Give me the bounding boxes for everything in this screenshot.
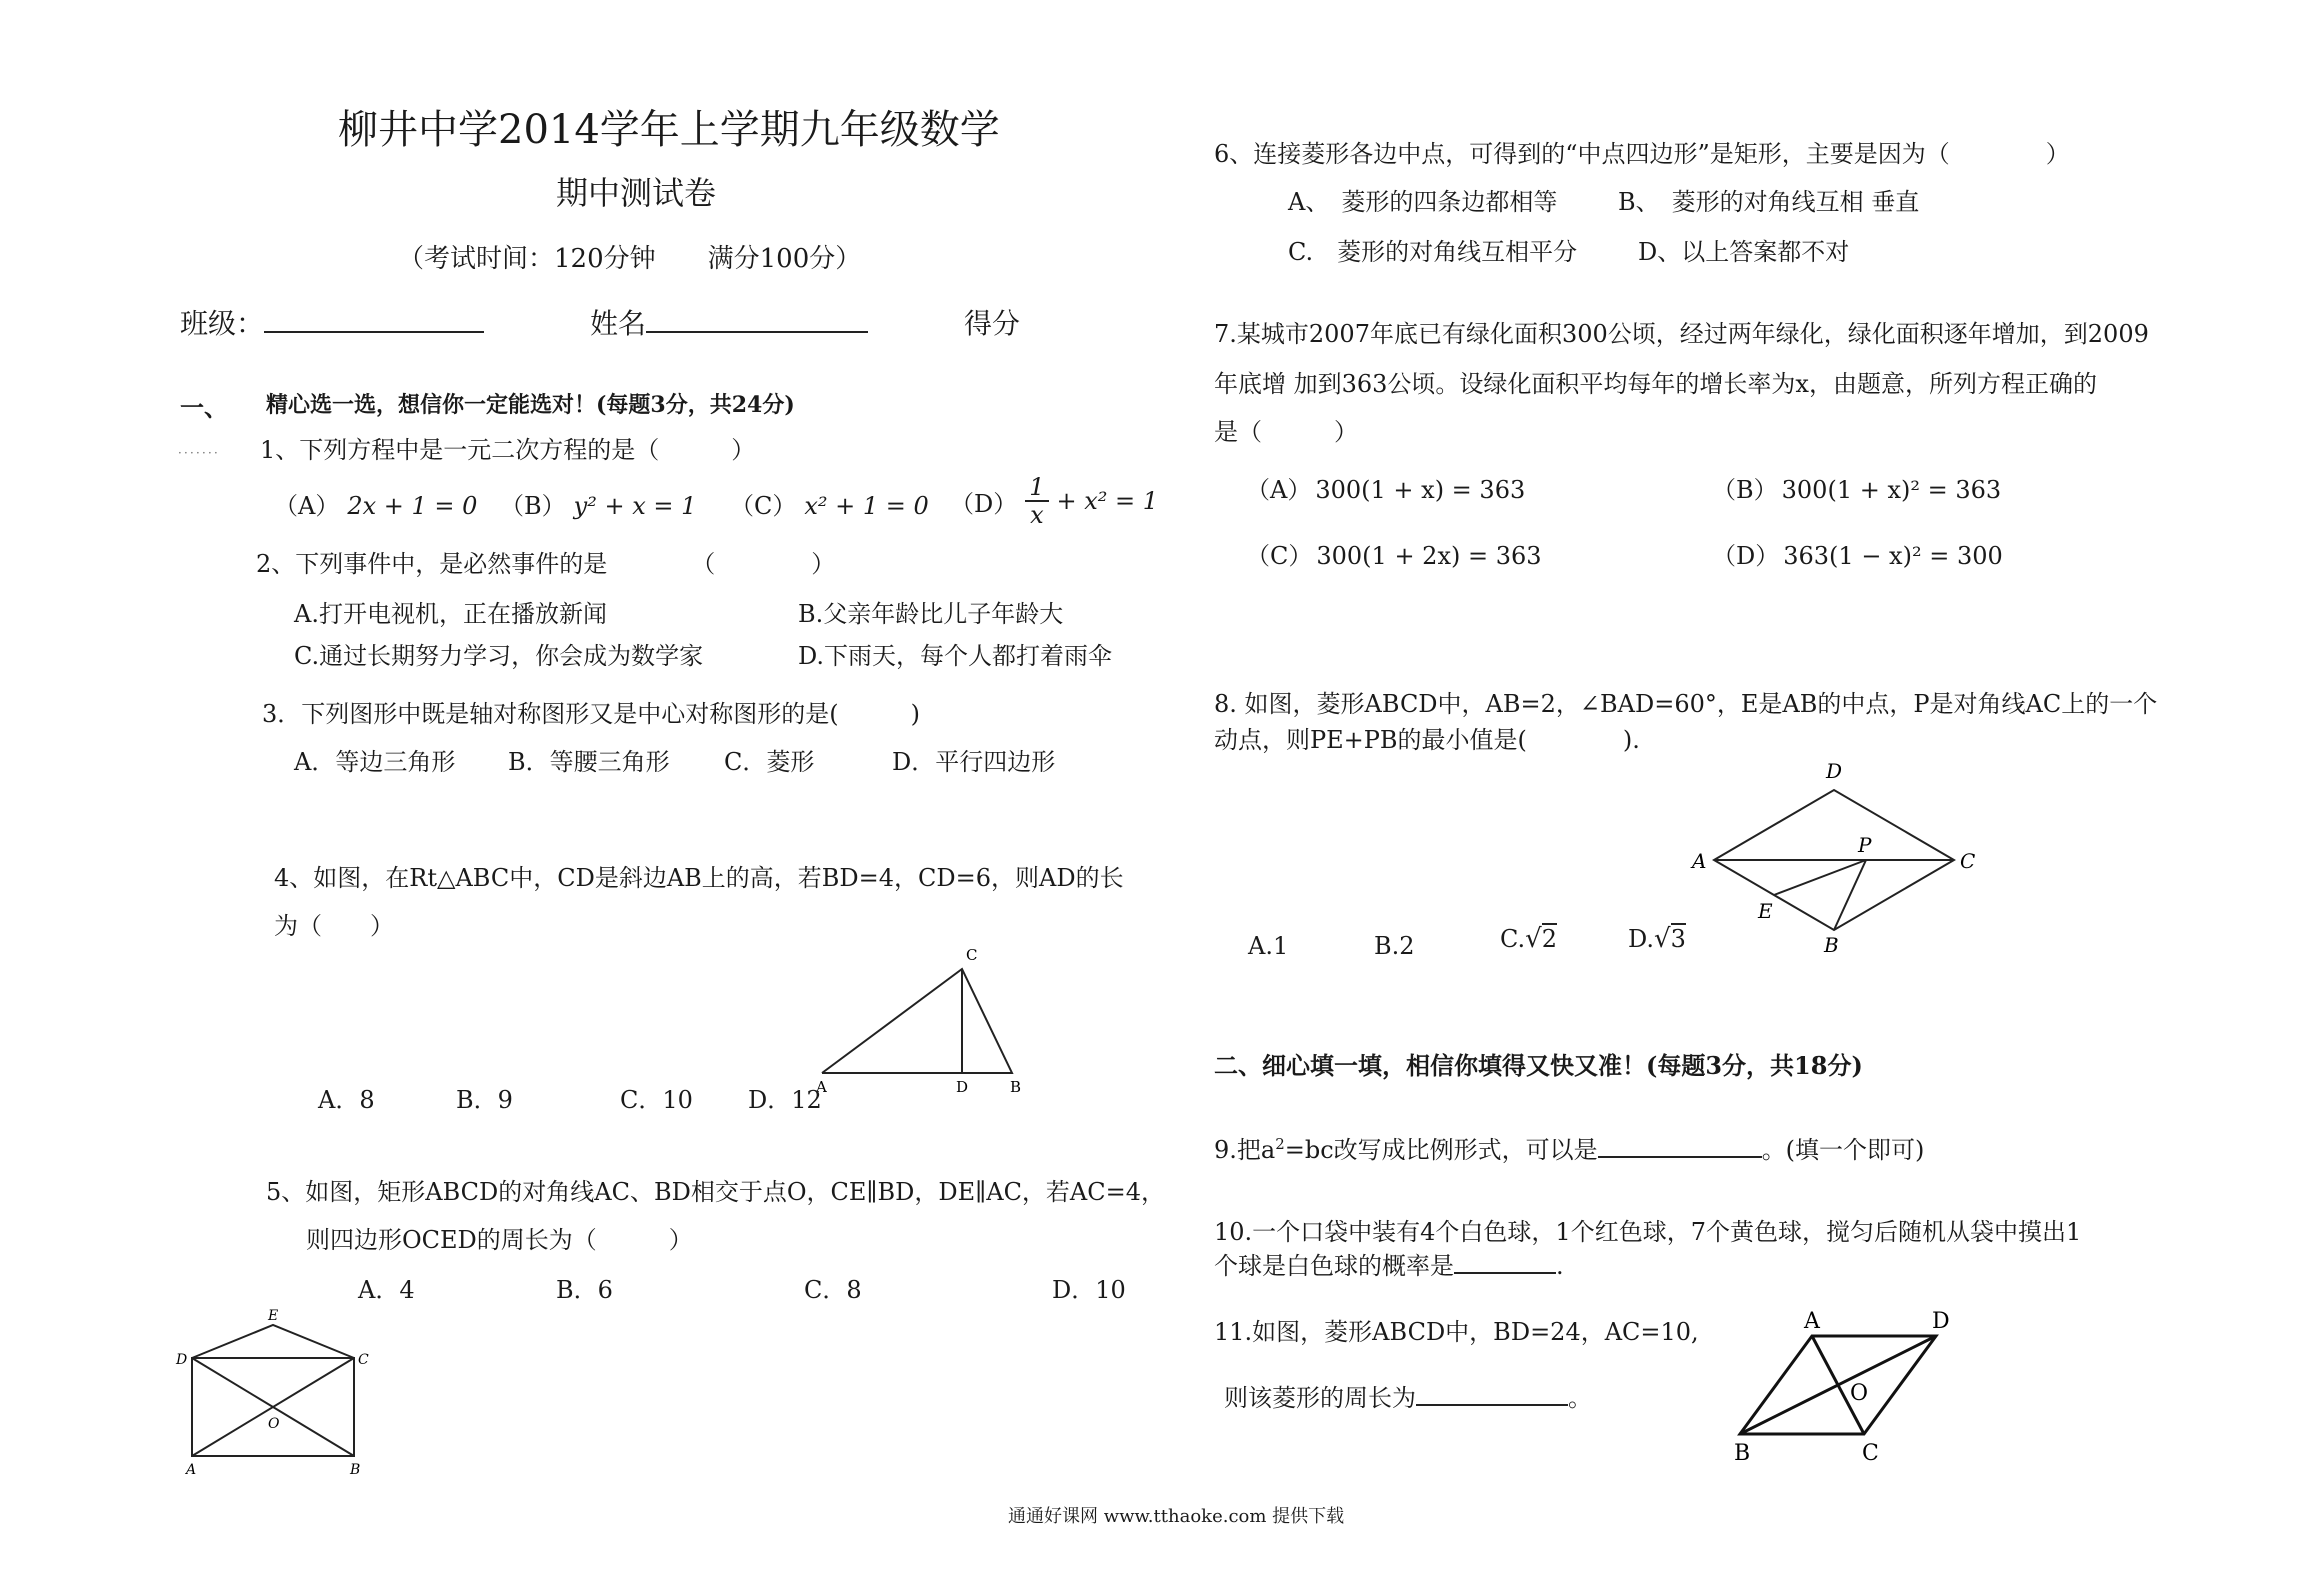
q1-option-c: （C） x² + 1 = 0 (730, 492, 929, 520)
q11-label-b: B (1734, 1441, 1751, 1466)
q7-option-c: （C） 300(1 + 2x) = 363 (1246, 542, 1542, 570)
q2-option-c: C.通过长期努力学习，你会成为数学家 (294, 642, 704, 670)
q4-stem: 4、如图，在Rt△ABC中，CD是斜边AB上的高，若BD=4，CD=6，则AD的长 (274, 864, 1124, 892)
q11-answer-blank[interactable] (1416, 1382, 1568, 1406)
q4-label-d: D (956, 1078, 969, 1096)
q3-option-c: C．菱形 (724, 748, 815, 776)
q5-option-c: C．8 (804, 1276, 862, 1304)
q8-stem-cont: 动点，则PE+PB的最小值是( ). (1214, 726, 1640, 754)
q2-option-b: B.父亲年龄比儿子年龄大 (798, 600, 1064, 628)
q10-cont: 个球是白色球的概率是 . (1214, 1252, 1564, 1280)
q4-option-c: C．10 (620, 1086, 693, 1114)
class-label: 班级： (180, 307, 265, 340)
q5-label-d: D (176, 1352, 188, 1368)
q2-stem: 2、下列事件中，是必然事件的是 （ ） (256, 550, 836, 578)
q3-option-b: B．等腰三角形 (508, 748, 670, 776)
q8-option-a: A.1 (1248, 932, 1289, 960)
q9: 9.把$a^2=bc$改写成比例形式，可以是 。(填一个即可) (1214, 1135, 1925, 1164)
section2-heading: 二、细心填一填，相信你填得又快又准！(每题3分，共18分) (1214, 1051, 1863, 1080)
name-blank[interactable] (646, 331, 868, 333)
q8-label-c: C (1960, 849, 1976, 873)
q2-option-d: D.下雨天，每个人都打着雨伞 (798, 642, 1113, 670)
q8-option-b: B.2 (1374, 932, 1415, 960)
q6-option-b: B、 菱形的对角线互相 垂直 (1618, 188, 1920, 216)
q9-answer-blank[interactable] (1598, 1134, 1762, 1158)
q5-option-a: A．4 (358, 1276, 415, 1304)
q3-option-d: D．平行四边形 (892, 748, 1056, 776)
q4-label-b: B (1010, 1078, 1022, 1096)
q5-label-c: C (358, 1352, 369, 1368)
section1-heading: 精心选一选，想信你一定能选对！(每题3分，共24分) (266, 392, 795, 418)
q8-rhombus-figure (1690, 756, 1990, 966)
page-title: 柳井中学2014学年上学期九年级数学 (338, 107, 1000, 153)
q4-triangle-figure (810, 940, 1030, 1100)
q7-option-a: （A） 300(1 + x) = 363 (1246, 476, 1526, 504)
section1-number: 一、 (180, 393, 228, 422)
q8-option-d: D.√3 (1628, 924, 1686, 954)
q11-label-d: D (1932, 1309, 1950, 1334)
footer-text: 通通好课网 www.tthaoke.com 提供下载 (1008, 1506, 1345, 1527)
q11-label-c: C (1862, 1441, 1879, 1466)
q8-label-p: P (1858, 833, 1872, 857)
q4-option-b: B．9 (456, 1086, 513, 1114)
q1-option-a: （A） 2x + 1 = 0 (274, 492, 478, 520)
q8-label-e: E (1758, 899, 1773, 923)
fraction: 1 x (1025, 474, 1048, 528)
q5-label-b: B (350, 1462, 361, 1476)
q11-cont: 则该菱形的周长为 。 (1224, 1384, 1592, 1412)
q10-answer-blank[interactable] (1454, 1250, 1556, 1274)
q4-label-c: C (966, 946, 978, 964)
q7-option-d: （D） 363(1 − x)² = 300 (1712, 542, 2003, 570)
q8-label-a: A (1692, 849, 1707, 873)
name-label: 姓名 (590, 307, 647, 340)
q4-label-a: A (816, 1078, 827, 1096)
q7-stem-end: 是（ ） (1214, 418, 1358, 446)
q1-option-d: （D） 1 x + x² = 1 (950, 473, 1159, 529)
class-field[interactable] (180, 302, 484, 342)
q2-option-a: A.打开电视机，正在播放新闻 (294, 600, 607, 628)
exam-info: （考试时间：120分钟 满分100分） (398, 244, 862, 274)
q8-label-d: D (1826, 759, 1843, 783)
q6-option-c: C. 菱形的对角线互相平分 (1288, 238, 1578, 266)
q5-label-e: E (268, 1308, 279, 1324)
q5-label-a: A (186, 1462, 197, 1476)
q4-stem-cont: 为（ ） (274, 912, 394, 940)
class-blank[interactable] (264, 331, 484, 333)
q1-stem: 1、下列方程中是一元二次方程的是（ ） (260, 436, 756, 464)
q8-stem: 8. 如图，菱形ABCD中，AB=2，∠BAD=60°，E是AB的中点，P是对角线AC上的一个 (1214, 690, 2158, 718)
q5-option-d: D．10 (1052, 1276, 1126, 1304)
q10: 10.一个口袋中装有4个白色球，1个红色球，7个黄色球，搅匀后随机从袋中摸出1 (1214, 1218, 2082, 1246)
q5-stem-cont: 则四边形OCED的周长为（ ） (306, 1226, 693, 1254)
leader-dots: ．．．．．．． (178, 442, 227, 456)
q5-option-b: B．6 (556, 1276, 613, 1304)
q7-option-b: （B） 300(1 + x)² = 363 (1712, 476, 2002, 504)
q3-option-a: A．等边三角形 (294, 748, 456, 776)
q7-stem-cont: 年底增 加到363公顷。设绿化面积平均每年的增长率为x，由题意，所列方程正确的 (1214, 370, 2097, 398)
q6-option-d: D、以上答案都不对 (1638, 238, 1850, 266)
q3-stem: 3．下列图形中既是轴对称图形又是中心对称图形的是( ) (262, 700, 920, 728)
score-label: 得分 (964, 307, 1021, 340)
q6-stem: 6、连接菱形各边中点，可得到的“中点四边形”是矩形，主要是因为（ ） (1214, 140, 2070, 168)
q5-rectangle-figure (170, 1304, 380, 1476)
q8-option-c: C.√2 (1500, 924, 1557, 954)
q8-label-b: B (1824, 933, 1839, 957)
q6-option-a: A、 菱形的四条边都相等 (1288, 188, 1558, 216)
q11: 11.如图，菱形ABCD中，BD=24，AC=10, (1214, 1318, 1699, 1346)
q11-label-o: O (1850, 1381, 1869, 1406)
name-field[interactable] (590, 302, 868, 342)
q7-stem: 7.某城市2007年底已有绿化面积300公顷，经过两年绿化，绿化面积逐年增加，到2009 (1214, 320, 2149, 348)
q5-stem: 5、如图，矩形ABCD的对角线AC、BD相交于点O，CE∥BD，DE∥AC，若AC=4， (266, 1178, 1166, 1206)
q11-rhombus-figure (1730, 1300, 1970, 1470)
q4-option-d: D．12 (748, 1086, 822, 1114)
q1-option-b: （B） y² + x = 1 (500, 492, 697, 520)
q4-option-a: A．8 (318, 1086, 375, 1114)
q5-label-o: O (268, 1416, 280, 1432)
page-subtitle: 期中测试卷 (556, 174, 717, 212)
q11-label-a: A (1804, 1309, 1820, 1334)
